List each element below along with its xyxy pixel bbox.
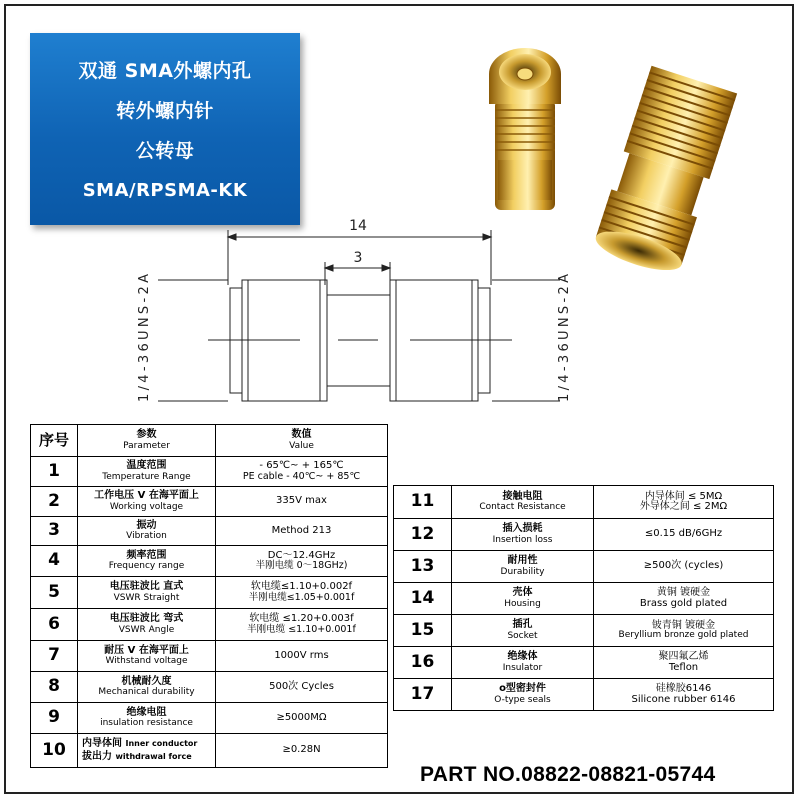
thread-right-label: 1/4-36UNS-2A <box>557 274 572 402</box>
table-row <box>394 615 774 647</box>
title-line-1: 双通 SMA外螺内孔 <box>78 60 252 82</box>
row-value: DC～12.4GHz 半刚电缆 0～18GHz) <box>216 546 388 577</box>
header-parameter: 参数 Parameter <box>78 425 216 457</box>
row-value: ≤0.15 dB/6GHz <box>594 519 774 551</box>
header-value: 数值 Value <box>216 425 388 457</box>
row-no: 12 <box>394 519 452 551</box>
table-row <box>31 546 388 577</box>
row-value: 335V max <box>216 487 388 517</box>
row-param: 工作电压 V 在海平面上 Working voltage <box>78 487 216 517</box>
row-value: 软电缆 ≤1.20+0.003f 半刚电缆 ≤1.10+0.001f <box>216 609 388 641</box>
row-param: 绝缘体 Insulator <box>452 647 594 679</box>
row-param: 接触电阻 Contact Resistance <box>452 486 594 519</box>
row-param: 插入损耗 Insertion loss <box>452 519 594 551</box>
row-value: 内导体间 ≤ 5MΩ 外导体之间 ≤ 2MΩ <box>594 486 774 519</box>
table-row <box>31 457 388 487</box>
overall-length-label: 14 <box>349 218 367 234</box>
row-param: 电压驻波比 弯式 VSWR Angle <box>78 609 216 641</box>
thread-left-label: 1/4-36UNS-2A <box>137 274 152 402</box>
row-value: - 65℃~ + 165℃ PE cable - 40℃~ + 85℃ <box>216 457 388 487</box>
table-row <box>31 487 388 517</box>
row-param: 壳体 Housing <box>452 583 594 615</box>
row-no: 1 <box>31 457 78 487</box>
connector-back <box>489 48 561 210</box>
row-value: ≥5000MΩ <box>216 703 388 734</box>
row-no: 5 <box>31 577 78 609</box>
row-param: 耐用性 Durability <box>452 551 594 583</box>
table-row <box>31 734 388 768</box>
table-row <box>31 577 388 609</box>
table-row <box>394 486 774 519</box>
row-param: 电压驻波比 直式 VSWR Straight <box>78 577 216 609</box>
row-no: 8 <box>31 672 78 703</box>
row-no: 9 <box>31 703 78 734</box>
row-value: 硅橡胶6146 Silicone rubber 6146 <box>594 679 774 711</box>
table-row <box>31 703 388 734</box>
row-no: 3 <box>31 517 78 546</box>
row-no: 4 <box>31 546 78 577</box>
row-param: 温度范围 Temperature Range <box>78 457 216 487</box>
table-row <box>31 672 388 703</box>
table-row <box>394 583 774 615</box>
row-no: 14 <box>394 583 452 615</box>
table-row <box>394 519 774 551</box>
row-param: 振动 Vibration <box>78 517 216 546</box>
row-value: 聚四氟乙烯 Teflon <box>594 647 774 679</box>
row-no: 13 <box>394 551 452 583</box>
table-row <box>31 517 388 546</box>
row-no: 15 <box>394 615 452 647</box>
row-value: 软电缆≤1.10+0.002f 半刚电缆≤1.05+0.001f <box>216 577 388 609</box>
row-value: ≥500次 (cycles) <box>594 551 774 583</box>
row-value: 黄铜 镀硬金 Brass gold plated <box>594 583 774 615</box>
row-value: 500次 Cycles <box>216 672 388 703</box>
table-row <box>31 641 388 672</box>
row-no: 10 <box>31 734 78 768</box>
spec-table-right <box>393 485 774 711</box>
title-line-2: 转外螺内针 <box>116 100 214 122</box>
table-row <box>31 609 388 641</box>
part-number: PART NO.08822-08821-05744 <box>420 763 716 786</box>
row-no: 2 <box>31 487 78 517</box>
row-value: 铍青铜 镀硬金 Beryllium bronze gold plated <box>594 615 774 647</box>
row-no: 17 <box>394 679 452 711</box>
header-no: 序号 <box>31 425 78 457</box>
row-no: 6 <box>31 609 78 641</box>
row-no: 16 <box>394 647 452 679</box>
middle-length-label: 3 <box>353 250 363 266</box>
row-value: ≥0.28N <box>216 734 388 768</box>
row-param: 插孔 Socket <box>452 615 594 647</box>
table-row <box>394 647 774 679</box>
table-header-row <box>31 425 388 457</box>
table-row <box>394 551 774 583</box>
row-param: 频率范围 Frequency range <box>78 546 216 577</box>
row-param: 耐压 V 在海平面上 Withstand voltage <box>78 641 216 672</box>
row-value: Method 213 <box>216 517 388 546</box>
title-line-4: SMA/RPSMA-KK <box>82 180 248 201</box>
row-no: 7 <box>31 641 78 672</box>
row-param: 内导体间 Inner conductor 拔出力 withdrawal force <box>78 734 216 768</box>
row-no: 11 <box>394 486 452 519</box>
title-line-3: 公转母 <box>135 140 195 162</box>
row-param: 绝缘电阻 insulation resistance <box>78 703 216 734</box>
table-row <box>394 679 774 711</box>
connector-front <box>592 66 738 270</box>
row-param: o型密封件 O-type seals <box>452 679 594 711</box>
dimension-drawing <box>120 210 590 420</box>
row-param: 机械耐久度 Mechanical durability <box>78 672 216 703</box>
spec-table-left <box>30 424 388 768</box>
product-title-box <box>30 33 300 225</box>
row-value: 1000V rms <box>216 641 388 672</box>
